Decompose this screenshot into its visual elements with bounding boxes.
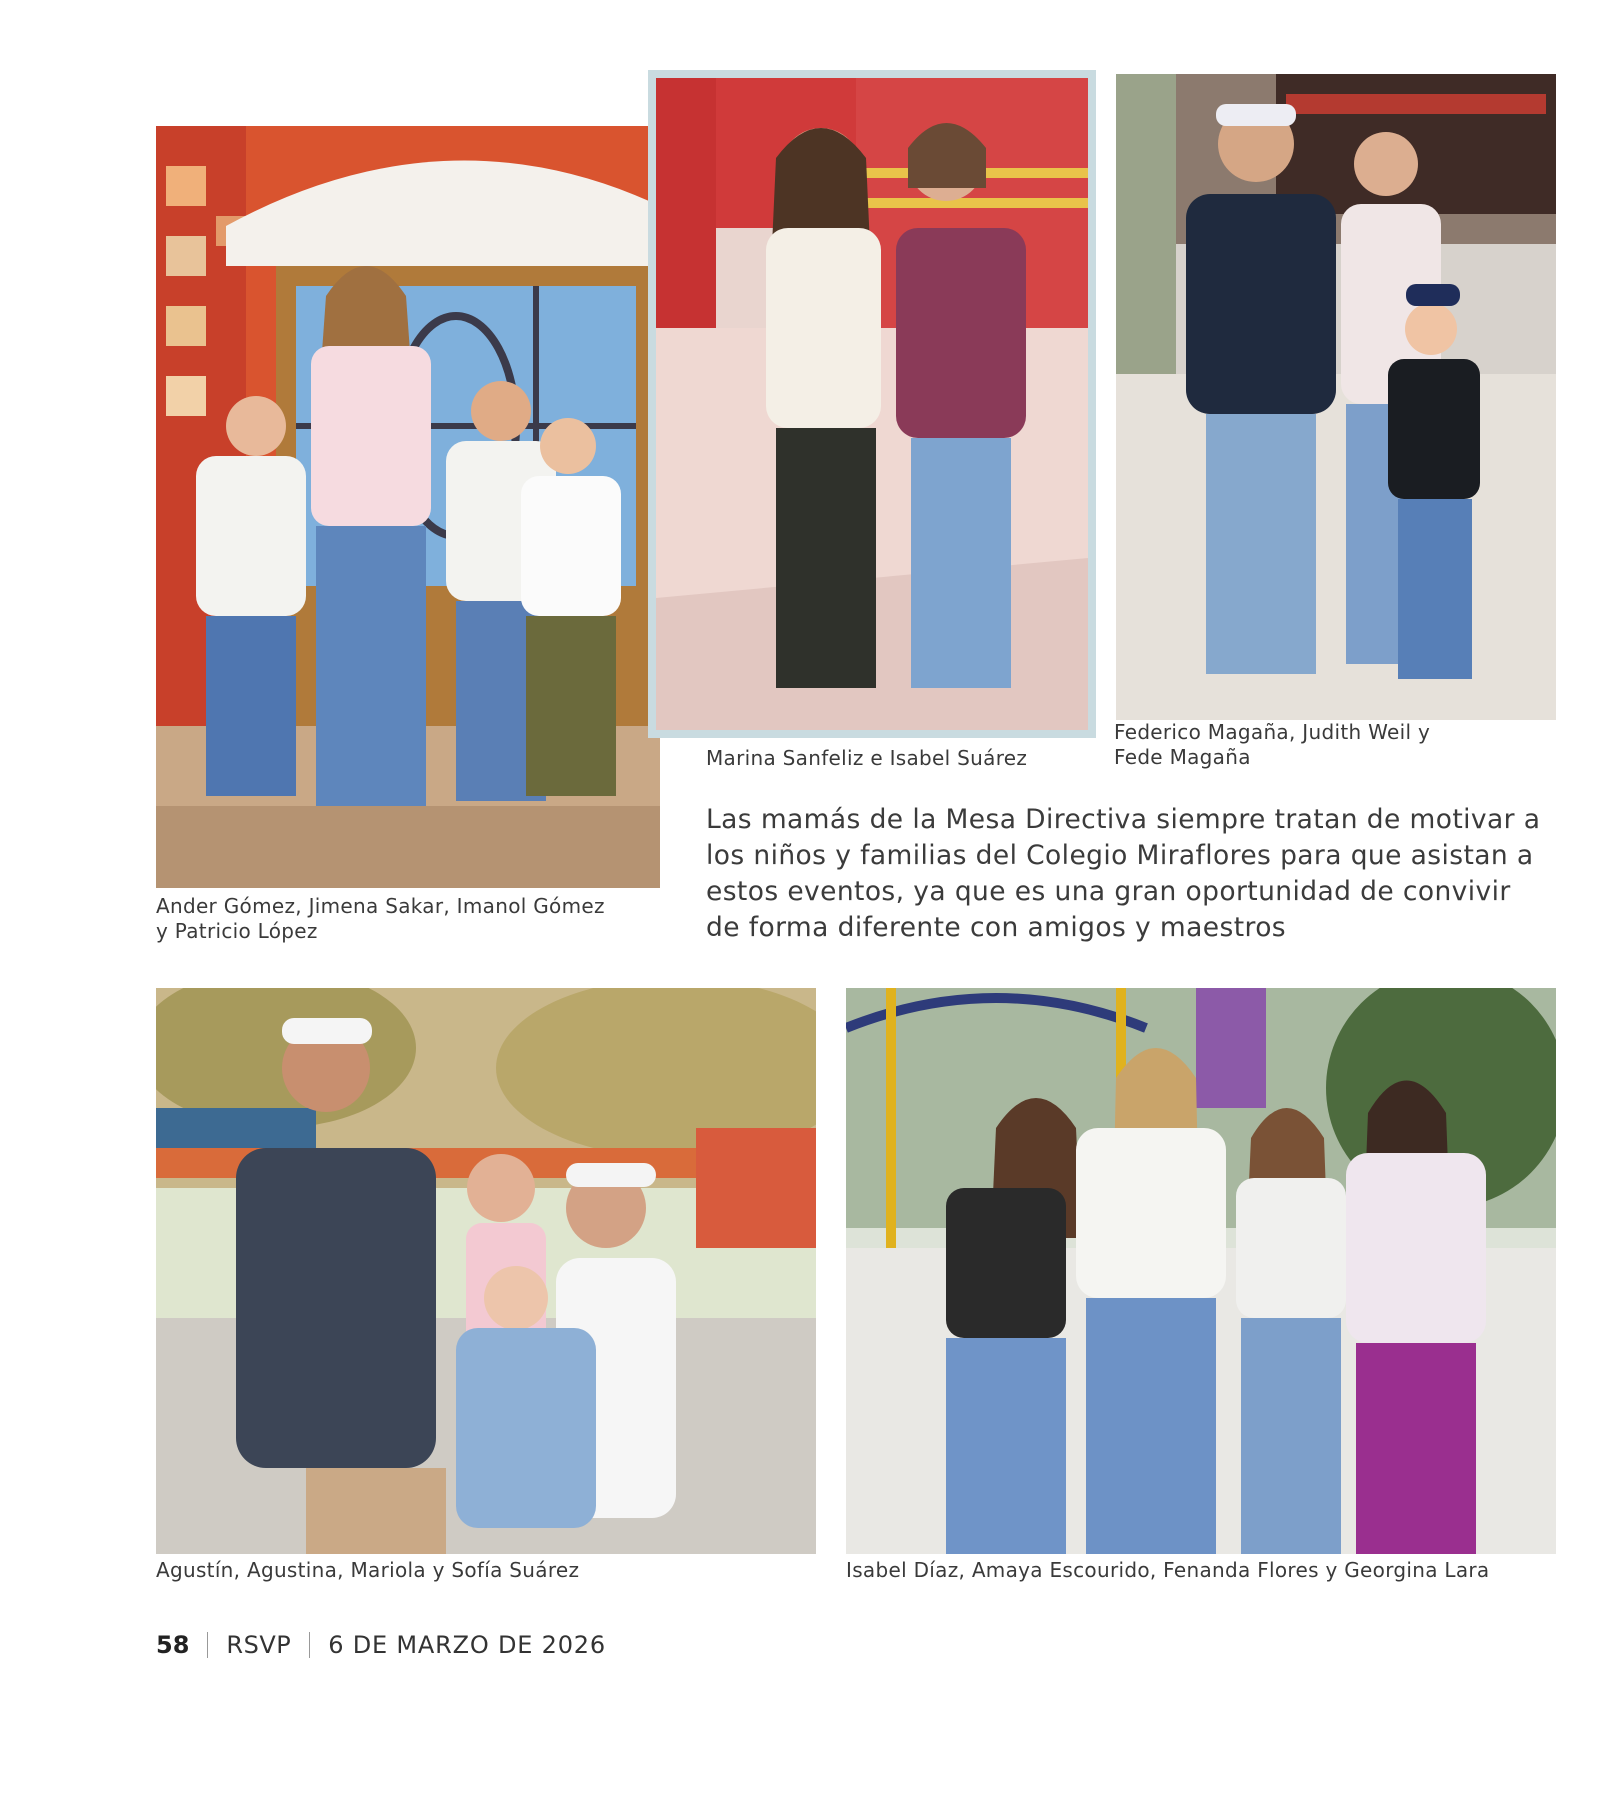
caption-line-2: y Patricio López	[156, 919, 318, 943]
caption-family-baby	[156, 1558, 816, 1583]
caption-line-1: Federico Magaña, Judith Weil y	[1114, 720, 1431, 744]
publication-name: RSVP	[226, 1631, 292, 1659]
photo-family-boy-cap	[1116, 74, 1556, 720]
photo-family-stained-glass	[156, 126, 660, 888]
caption-family-stained-glass	[156, 894, 676, 944]
caption-four-girls	[846, 1558, 1556, 1583]
article-body: Las mamás de la Mesa Directiva siempre tratan de motivar a los niños y familias del Colegio Miraflores para que asistan a estos eventos, ya que es una gran oportunidad de convivir de forma diferente con amigos y maestros	[706, 804, 1541, 943]
caption-family-boy-cap	[1114, 720, 1554, 770]
issue-date: 6 DE MARZO DE 2026	[328, 1631, 606, 1659]
caption-line: Marina Sanfeliz e Isabel Suárez	[706, 746, 1028, 770]
caption-two-women	[706, 746, 1106, 771]
photo-four-girls	[846, 988, 1556, 1554]
caption-line: Agustín, Agustina, Mariola y Sofía Suárez	[156, 1558, 580, 1582]
footer-divider	[207, 1632, 208, 1658]
caption-line-1: Ander Gómez, Jimena Sakar, Imanol Gómez	[156, 894, 605, 918]
footer-divider	[309, 1632, 310, 1658]
photo-family-baby	[156, 988, 816, 1554]
caption-line-2: Fede Magaña	[1114, 745, 1251, 769]
page-footer	[156, 1628, 606, 1662]
page-number: 58	[156, 1631, 190, 1659]
photo-two-women	[656, 78, 1088, 730]
caption-line: Isabel Díaz, Amaya Escourido, Fenanda Flores y Georgina Lara	[846, 1558, 1490, 1582]
